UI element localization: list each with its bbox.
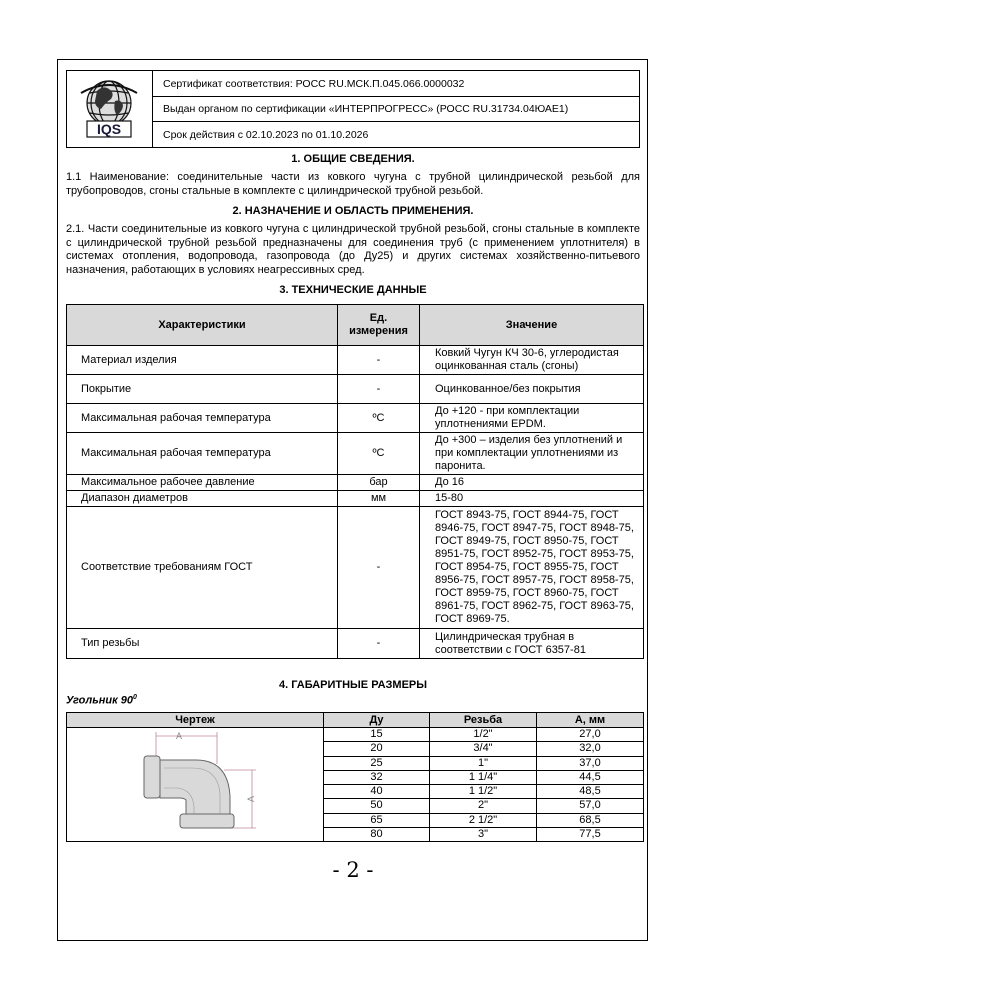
dims-cell-a: 44,5	[537, 770, 644, 784]
table-row	[67, 491, 644, 507]
tech-cell-unit: мм	[338, 491, 420, 507]
tech-cell-name: Соответствие требованиям ГОСТ	[67, 507, 338, 629]
product-subtitle-sup: 0	[132, 694, 137, 701]
tech-cell-value: Цилиндрическая трубная в соответствии с ГОСТ 6357-81	[420, 629, 644, 659]
dims-cell-dn: 80	[324, 827, 430, 841]
tech-header-characteristics: Характеристики	[67, 305, 338, 346]
certificate-issuer: Выдан органом по сертификации «ИНТЕРПРОГРЕСС» (РОСС RU.31734.04ЮАЕ1)	[153, 97, 639, 122]
dimension-label: A	[175, 731, 182, 741]
dims-header-row	[67, 713, 644, 728]
dims-cell-a: 48,5	[537, 785, 644, 799]
table-row	[67, 404, 644, 433]
certificate-box	[66, 70, 640, 148]
tech-cell-value: Ковкий Чугун КЧ 30-6, углеродистая оцинкованная сталь (сгоны)	[420, 346, 644, 375]
tech-cell-value: До +120 - при комплектации уплотнениями EPDM.	[420, 404, 644, 433]
tech-cell-unit: бар	[338, 475, 420, 491]
dims-header-a: А, мм	[537, 713, 644, 728]
tech-cell-name: Материал изделия	[67, 346, 338, 375]
section4-title: 4. ГАБАРИТНЫЕ РАЗМЕРЫ	[278, 679, 428, 691]
dims-cell-a: 37,0	[537, 756, 644, 770]
section2-text: 2.1. Части соединительные из ковкого чугуна с цилиндрической трубной резьбой, сгоны стальные в комплекте с цилиндрической трубной резьбой предназначены для соединения труб (с применением уплотнителя) в системах отопления, водопровода, газопровода (до Ду25) и других системах хозяйственно-питьевого назначения, работающих в условиях неагрессивных сред.	[66, 223, 640, 276]
tech-cell-name: Максимальное рабочее давление	[67, 475, 338, 491]
table-row	[67, 475, 644, 491]
tech-cell-unit: ºС	[338, 404, 420, 433]
product-subtitle-text: Угольник 90	[66, 694, 133, 707]
dims-cell-thread: 2"	[430, 799, 537, 813]
dimensions-table	[66, 712, 644, 842]
certificate-number: Сертификат соответствия: РОСС RU.МСК.П.045.066.0000032	[153, 71, 639, 97]
dims-cell-thread: 3/4"	[430, 742, 537, 756]
section3-title: 3. ТЕХНИЧЕСКИЕ ДАННЫЕ	[279, 284, 427, 296]
tech-header-value: Значение	[420, 305, 644, 346]
dims-cell-a: 27,0	[537, 728, 644, 742]
elbow-drawing	[67, 728, 324, 842]
section1-text: 1.1 Наименование: соединительные части из ковкого чугуна с трубной цилиндрической резьбой для трубопроводов, сгоны стальные в комплекте с цилиндрической трубной резьбой.	[66, 171, 640, 197]
dims-cell-thread: 1/2"	[430, 728, 537, 742]
section1-title: 1. ОБЩИЕ СВЕДЕНИЯ.	[291, 153, 415, 165]
tech-cell-value: До +300 – изделия без уплотнений и при комплектации уплотнениями из паронита.	[420, 433, 644, 475]
tech-table	[66, 304, 644, 659]
tech-cell-name: Покрытие	[67, 375, 338, 404]
tech-cell-name: Максимальная рабочая температура	[67, 404, 338, 433]
table-row	[67, 728, 644, 742]
dims-header-dn: Ду	[324, 713, 430, 728]
dims-cell-dn: 40	[324, 785, 430, 799]
dims-cell-thread: 1 1/4"	[430, 770, 537, 784]
logo-text: IQS	[96, 121, 122, 137]
tech-cell-name: Диапазон диаметров	[67, 491, 338, 507]
tech-cell-name: Максимальная рабочая температура	[67, 433, 338, 475]
table-row	[67, 629, 644, 659]
dims-cell-a: 32,0	[537, 742, 644, 756]
table-row	[67, 507, 644, 629]
dims-header-drawing: Чертеж	[67, 713, 324, 728]
tech-header-row	[67, 305, 644, 346]
table-row	[67, 433, 644, 475]
dims-cell-dn: 15	[324, 728, 430, 742]
dims-cell-a: 77,5	[537, 827, 644, 841]
dims-cell-thread: 2 1/2"	[430, 813, 537, 827]
certificate-validity: Срок действия с 02.10.2023 по 01.10.2026	[163, 128, 369, 141]
page-number: - 2 -	[332, 858, 374, 882]
dims-header-thread: Резьба	[430, 713, 537, 728]
tech-cell-value: 15-80	[420, 491, 644, 507]
dims-cell-dn: 32	[324, 770, 430, 784]
dims-cell-thread: 1"	[430, 756, 537, 770]
dims-cell-thread: 1 1/2"	[430, 785, 537, 799]
table-row	[67, 346, 644, 375]
tech-cell-name: Тип резьбы	[67, 629, 338, 659]
tech-cell-unit: -	[338, 507, 420, 629]
dims-cell-a: 57,0	[537, 799, 644, 813]
dims-cell-dn: 50	[324, 799, 430, 813]
tech-header-unit: Ед. измерения	[338, 305, 420, 346]
tech-cell-value: Оцинкованное/без покрытия	[420, 375, 644, 404]
tech-cell-unit: -	[338, 346, 420, 375]
dims-cell-dn: 20	[324, 742, 430, 756]
dims-cell-a: 68,5	[537, 813, 644, 827]
iqs-logo	[67, 71, 153, 147]
tech-cell-value: До 16	[420, 475, 644, 491]
tech-cell-unit: -	[338, 375, 420, 404]
dims-cell-thread: 3"	[430, 827, 537, 841]
tech-cell-unit: -	[338, 629, 420, 659]
dims-cell-dn: 65	[324, 813, 430, 827]
dimension-label-vertical: A	[245, 795, 256, 802]
product-subtitle	[66, 694, 137, 707]
tech-cell-unit: ºС	[338, 433, 420, 475]
table-row	[67, 375, 644, 404]
dims-cell-dn: 25	[324, 756, 430, 770]
tech-cell-value: ГОСТ 8943-75, ГОСТ 8944-75, ГОСТ 8946-75, ГОСТ 8947-75, ГОСТ 8948-75, ГОСТ 8949-75, ГОСТ 8950-75, ГОСТ 8951-75, ГОСТ 8952-75, ГОСТ 8953-75, ГОСТ 8954-75, ГОСТ 8955-75, ГОСТ 8956-75, ГОСТ 8957-75, ГОСТ 8958-75, ГОСТ 8959-75, ГОСТ 8960-75, ГОСТ 8961-75, ГОСТ 8962-75, ГОСТ 8963-75, ГОСТ 8969-75.	[420, 507, 644, 629]
section2-title: 2. НАЗНАЧЕНИЕ И ОБЛАСТЬ ПРИМЕНЕНИЯ.	[232, 205, 474, 217]
